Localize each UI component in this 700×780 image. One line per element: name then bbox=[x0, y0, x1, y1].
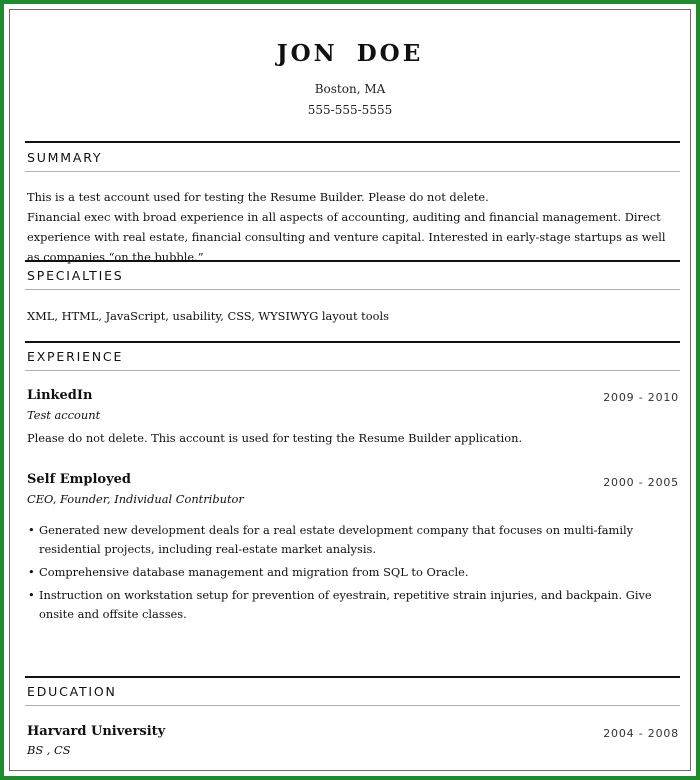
resume-name: JON DOE bbox=[276, 40, 424, 67]
summary-heading: SUMMARY bbox=[27, 150, 103, 165]
job-dates: 2000 - 2005 bbox=[603, 476, 679, 489]
job-bullet-list bbox=[27, 521, 677, 628]
job-org: Self Employed bbox=[27, 472, 131, 487]
job-dates: 2009 - 2010 bbox=[603, 391, 679, 404]
specialties-bottom-rule bbox=[25, 289, 680, 290]
school-degree: BS , CS bbox=[27, 743, 71, 757]
job-role: CEO, Founder, Individual Contributor bbox=[27, 492, 244, 506]
education-top-rule bbox=[25, 676, 680, 678]
summary-text bbox=[27, 187, 677, 267]
experience-bottom-rule bbox=[25, 370, 680, 371]
education-heading: EDUCATION bbox=[27, 684, 117, 699]
job-role: Test account bbox=[27, 408, 101, 422]
job-bullet: • Instruction on workstation setup for prevention of eyestrain, repetitive strain injuries, and backpain. Give onsite and offsite classes. bbox=[28, 588, 652, 621]
education-bottom-rule bbox=[25, 705, 680, 706]
summary-line-1: This is a test account used for testing the Resume Builder. Please do not delete. bbox=[27, 190, 489, 204]
contact-phone: 555-555-5555 bbox=[307, 103, 393, 117]
job-bullet: • Generated new development deals for a real estate development company that focuses on multi-family residential projects, including real-estate market analysis. bbox=[28, 523, 634, 556]
specialties-top-rule bbox=[25, 260, 680, 262]
summary-line-2: Financial exec with broad experience in all aspects of accounting, auditing and financial management. Direct experience with real estate, financial consulting and venture capital. Interested in early-stage startups as well as companies “on the bubble.” bbox=[27, 210, 666, 264]
job-description: Please do not delete. This account is used for testing the Resume Builder application. bbox=[27, 431, 523, 445]
job-org: LinkedIn bbox=[27, 388, 93, 403]
school-dates: 2004 - 2008 bbox=[603, 727, 679, 740]
summary-bottom-rule bbox=[25, 171, 680, 172]
job-bullet: • Comprehensive database management and migration from SQL to Oracle. bbox=[27, 563, 677, 582]
summary-top-rule bbox=[25, 141, 680, 143]
experience-top-rule bbox=[25, 341, 680, 343]
specialties-heading: SPECIALTIES bbox=[27, 268, 124, 283]
contact-location: Boston, MA bbox=[314, 82, 386, 96]
school-org: Harvard University bbox=[27, 724, 166, 739]
bullet-dot-icon: • bbox=[28, 588, 35, 602]
specialties-text: XML, HTML, JavaScript, usability, CSS, WYSIWYG layout tools bbox=[27, 309, 389, 323]
bullet-dot-icon: • bbox=[28, 523, 35, 537]
experience-heading: EXPERIENCE bbox=[27, 349, 124, 364]
bullet-dot-icon: • bbox=[28, 565, 35, 579]
